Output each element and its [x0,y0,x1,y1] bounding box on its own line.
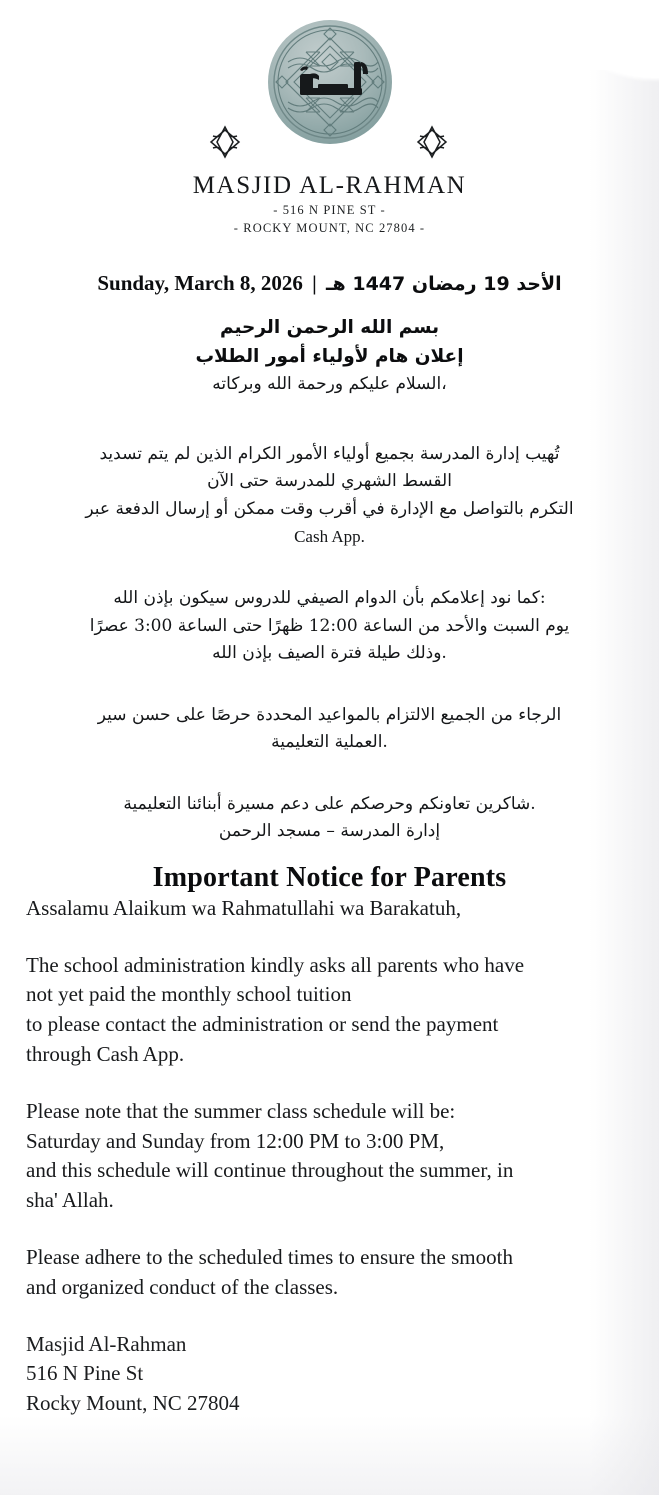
basmala: بسم الله الرحمن الرحيم [219,317,440,338]
letterhead [0,0,659,237]
english-para3-line1: Please adhere to the scheduled times to ensure the smooth [26,1245,513,1270]
english-para1-line4: through Cash App. [26,1041,185,1066]
arabic-para2-line2: يوم السبت والأحد من الساعة 12:00 ظهرًا حتى الساعة 3:00 عصرًا [89,615,570,636]
arabic-salutation: ،السلام عليكم ورحمة الله وبركاته [212,374,447,395]
spacer [30,551,629,585]
masjid-seal-icon [266,18,394,146]
diamond-ornament-icon [412,122,452,162]
spacer [26,1216,633,1243]
spacer [30,668,629,702]
english-notice-title: Important Notice for Parents [152,861,507,893]
arabic-para3-line1: الرجاء من الجميع الالتزام بالمواعيد المحددة حرصًا على حسن سير [97,704,562,725]
spacer [26,1303,633,1330]
english-para2-line3: and this schedule will continue throughout the summer, in [26,1158,514,1183]
english-para1-line1: The school administration kindly asks all parents who have [26,952,525,977]
arabic-body [0,371,659,845]
arabic-para1-line1: تُهيب إدارة المدرسة بجميع أولياء الأمور الكرام الذين لم يتم تسديد [99,443,560,464]
date-gregorian: Sunday, March 8, 2026 [97,271,303,295]
brand-name: MASJID AL-RAHMAN [192,172,467,199]
arabic-para1-line3: التكرم بالتواصل مع الإدارة في أقرب وقت ممكن أو إرسال الدفعة عبر [85,498,574,519]
page-edge-shading-bottom [0,1415,659,1495]
english-para2-line2: Saturday and Sunday from 12:00 PM to 3:00 PM, [26,1128,445,1153]
english-body [0,894,659,1419]
brand-street: - 516 N PINE ST - [273,202,386,217]
arabic-para2-line1: :كما نود إعلامكم بأن الدوام الصيفي للدروس سيكون بإذن الله [113,588,546,608]
arabic-para1-cashapp: Cash App. [294,527,365,547]
signature-name: Masjid Al-Rahman [26,1331,187,1356]
english-para2-line1: Please note that the summer class schedule will be: [26,1098,456,1123]
arabic-closing-line2: إدارة المدرسة – مسجد الرحمن [218,821,441,842]
english-salutation: Assalamu Alaikum wa Rahmatullahi wa Barakatuh, [26,895,462,920]
emblem-row [0,18,659,170]
spacer [30,399,629,441]
brand-city: - ROCKY MOUNT, NC 27804 - [233,220,426,235]
diamond-ornament-icon [205,122,245,162]
arabic-para1-line2: القسط الشهري للمدرسة حتى الآن [207,471,452,492]
spacer [26,1070,633,1097]
date-separator: | [312,271,317,295]
english-para1-line3: to please contact the administration or send the payment [26,1012,499,1037]
arabic-heading-block [0,314,659,371]
spacer [26,924,633,951]
date-line [0,271,659,296]
english-para1-line2: not yet paid the monthly school tuition [26,982,352,1007]
english-para2-line4: sha' Allah. [26,1188,114,1213]
arabic-notice-heading: إعلان هام لأولياء أمور الطلاب [195,345,464,367]
arabic-closing-line1: .شاكرين تعاونكم وحرصكم على دعم مسيرة أبنائنا التعليمية [123,793,536,814]
spacer [30,757,629,791]
arabic-para2-line3: .وذلك طيلة فترة الصيف بإذن الله [212,643,447,664]
arabic-para3-line2: .العملية التعليمية [271,732,388,753]
english-para3-line2: and organized conduct of the classes. [26,1274,339,1299]
date-hijri: الأحد 19 رمضان 1447 هـ [326,273,562,295]
signature-city: Rocky Mount, NC 27804 [26,1391,240,1416]
signature-street: 516 N Pine St [26,1361,144,1386]
